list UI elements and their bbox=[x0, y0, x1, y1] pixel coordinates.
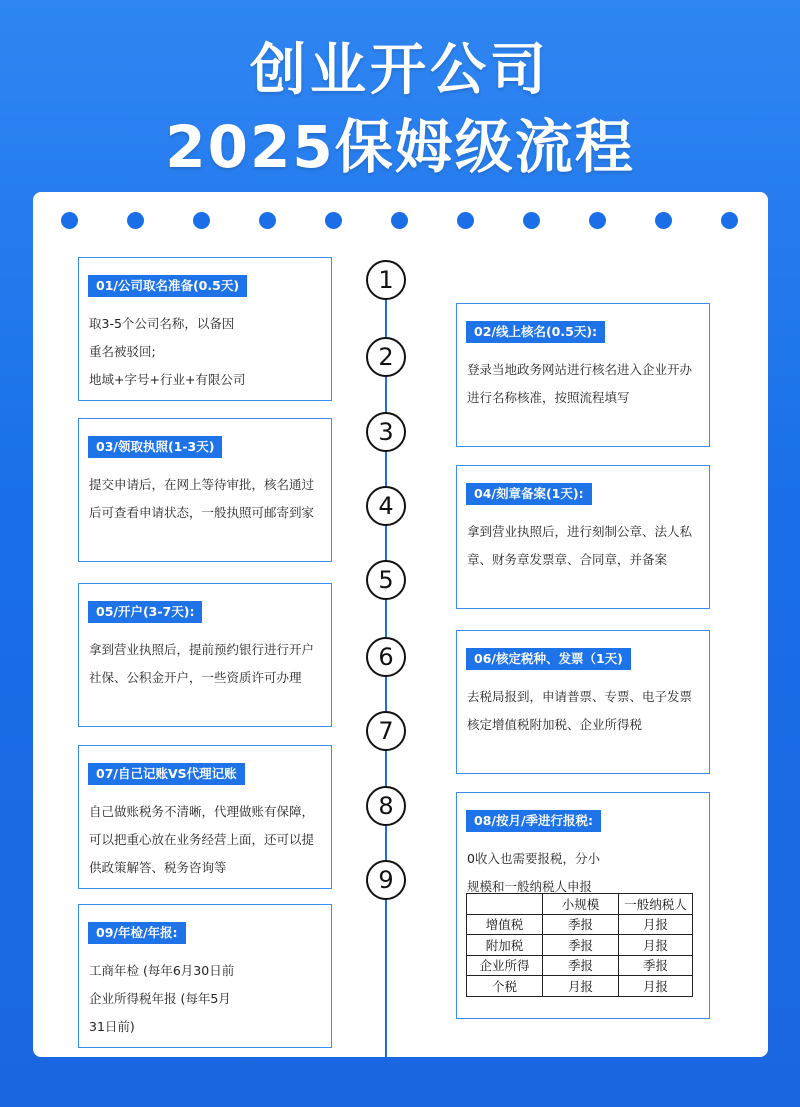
page-title-line1: 创业开公司 bbox=[250, 38, 550, 103]
step-line: 自己做账税务不清晰，代理做账有保障， bbox=[89, 804, 315, 819]
step-line: 规模和一般纳税人申报 bbox=[467, 879, 593, 894]
step-line: 社保、公积金开户，一些资质许可办理 bbox=[89, 670, 302, 685]
table-cell: 季报 bbox=[543, 914, 619, 935]
timeline-number-6: 6 bbox=[366, 637, 406, 677]
step-text bbox=[89, 310, 325, 394]
binder-hole bbox=[721, 212, 738, 229]
table-header-cell: 小规模 bbox=[543, 894, 619, 915]
step-tag: 02/线上核名(0.5天): bbox=[466, 321, 605, 343]
step-line: 拿到营业执照后，进行刻制公章、法人私 bbox=[467, 524, 693, 539]
binder-hole bbox=[127, 212, 144, 229]
step-tag: 04/刻章备案(1天): bbox=[466, 483, 592, 505]
step-card-08 bbox=[456, 792, 710, 1019]
binder-hole bbox=[523, 212, 540, 229]
table-header-row bbox=[467, 894, 693, 915]
step-line: 地域+字号+行业+有限公司 bbox=[89, 372, 246, 387]
step-card-07 bbox=[78, 745, 332, 889]
step-line: 后可查看申请状态，一般执照可邮寄到家 bbox=[89, 505, 315, 520]
table-cell: 月报 bbox=[619, 976, 693, 997]
table-cell: 个税 bbox=[467, 976, 543, 997]
table-header-cell bbox=[467, 894, 543, 915]
step-card-05 bbox=[78, 583, 332, 727]
step-text bbox=[467, 356, 703, 412]
timeline-number-7: 7 bbox=[366, 711, 406, 751]
step-card-01 bbox=[78, 257, 332, 401]
table-cell: 月报 bbox=[619, 935, 693, 956]
binder-hole bbox=[457, 212, 474, 229]
timeline-number-4: 4 bbox=[366, 486, 406, 526]
step-line: 提交申请后，在网上等待审批，核名通过 bbox=[89, 477, 315, 492]
step-text bbox=[89, 636, 325, 692]
step-line: 31日前) bbox=[89, 1019, 135, 1034]
timeline-number-5: 5 bbox=[366, 560, 406, 600]
table-cell: 企业所得 bbox=[467, 955, 543, 976]
table-cell: 月报 bbox=[619, 914, 693, 935]
step-tag: 08/按月/季进行报税: bbox=[466, 810, 601, 832]
table-cell: 季报 bbox=[543, 935, 619, 956]
step-line: 登录当地政务网站进行核名进入企业开办 bbox=[467, 362, 693, 377]
step-tag: 05/开户(3-7天): bbox=[88, 601, 202, 623]
binder-hole bbox=[655, 212, 672, 229]
tax-filing-table bbox=[466, 893, 693, 997]
step-line: 进行名称核准，按照流程填写 bbox=[467, 390, 630, 405]
binder-hole bbox=[61, 212, 78, 229]
step-tag: 06/核定税种、发票（1天) bbox=[466, 648, 631, 670]
timeline-number-8: 8 bbox=[366, 786, 406, 826]
step-card-02 bbox=[456, 303, 710, 447]
timeline-number-3: 3 bbox=[366, 412, 406, 452]
step-line: 可以把重心放在业务经营上面，还可以提 bbox=[89, 832, 315, 847]
step-line: 重名被驳回; bbox=[89, 344, 156, 359]
step-card-03 bbox=[78, 418, 332, 562]
table-cell: 月报 bbox=[543, 976, 619, 997]
step-line: 工商年检 (每年6月30日前 bbox=[89, 963, 235, 978]
page-title-line2: 2025保姆级流程 bbox=[165, 113, 635, 181]
table-row bbox=[467, 914, 693, 935]
step-tag: 03/领取执照(1-3天) bbox=[88, 436, 222, 458]
step-line: 核定增值税附加税、企业所得税 bbox=[467, 717, 643, 732]
step-text bbox=[89, 471, 325, 527]
step-line: 去税局报到，申请普票、专票、电子发票 bbox=[467, 689, 693, 704]
table-row bbox=[467, 976, 693, 997]
step-card-04 bbox=[456, 465, 710, 609]
binder-hole bbox=[589, 212, 606, 229]
table-row bbox=[467, 935, 693, 956]
binder-hole bbox=[325, 212, 342, 229]
step-line: 供政策解答、税务咨询等 bbox=[89, 860, 227, 875]
table-header-cell: 一般纳税人 bbox=[619, 894, 693, 915]
step-text bbox=[467, 683, 703, 739]
step-card-09 bbox=[78, 904, 332, 1048]
table-cell: 季报 bbox=[619, 955, 693, 976]
step-tag: 09/年检/年报: bbox=[88, 922, 186, 944]
table-cell: 附加税 bbox=[467, 935, 543, 956]
table-cell: 季报 bbox=[543, 955, 619, 976]
step-line: 拿到营业执照后，提前预约银行进行开户 bbox=[89, 642, 315, 657]
table-cell: 增值税 bbox=[467, 914, 543, 935]
timeline-number-1: 1 bbox=[366, 260, 406, 300]
step-text bbox=[89, 798, 325, 882]
binder-hole bbox=[193, 212, 210, 229]
step-text bbox=[89, 957, 325, 1041]
step-card-06 bbox=[456, 630, 710, 774]
step-line: 章、财务章发票章、合同章，并备案 bbox=[467, 552, 668, 567]
timeline-number-9: 9 bbox=[366, 860, 406, 900]
step-line: 企业所得税年报 (每年5月 bbox=[89, 991, 231, 1006]
timeline-number-2: 2 bbox=[366, 337, 406, 377]
table-row bbox=[467, 955, 693, 976]
step-tag: 07/自己记账VS代理记账 bbox=[88, 763, 245, 785]
step-line: 取3-5个公司名称，以备因 bbox=[89, 316, 235, 331]
step-text bbox=[467, 518, 703, 574]
content-panel bbox=[33, 192, 768, 1057]
step-tag: 01/公司取名准备(0.5天) bbox=[88, 275, 247, 297]
step-line: 0收入也需要报税，分小 bbox=[467, 851, 600, 866]
binder-hole bbox=[259, 212, 276, 229]
binder-hole bbox=[391, 212, 408, 229]
